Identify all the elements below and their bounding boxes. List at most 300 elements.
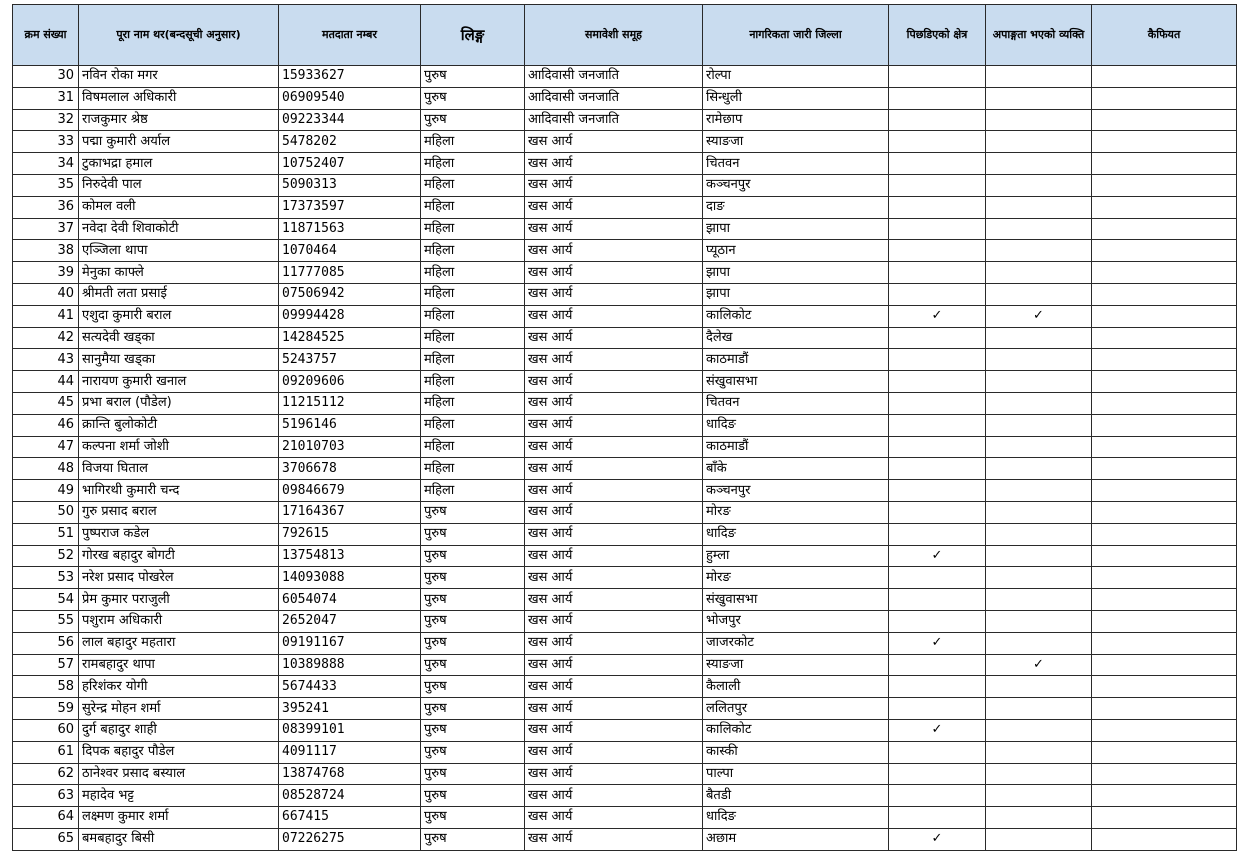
remarks-cell (1092, 371, 1237, 393)
voter-number-cell: 5196146 (279, 414, 421, 436)
voter-number-cell: 06909540 (279, 87, 421, 109)
gender-cell: महिला (421, 392, 525, 414)
district-cell: प्यूठान (703, 240, 889, 262)
voter-number-cell: 11871563 (279, 218, 421, 240)
district-cell: धादिङ (703, 414, 889, 436)
table-row (13, 523, 1237, 545)
serial-number-cell: 65 (13, 828, 79, 850)
inclusive-group-cell: खस आर्य (525, 807, 703, 829)
remarks-cell (1092, 610, 1237, 632)
gender-cell: महिला (421, 305, 525, 327)
backward-region-cell (889, 240, 986, 262)
remarks-cell (1092, 567, 1237, 589)
voter-number-cell: 6054074 (279, 589, 421, 611)
gender-cell: पुरुष (421, 589, 525, 611)
remarks-cell (1092, 458, 1237, 480)
disabled-person-cell (986, 501, 1092, 523)
serial-number-cell: 30 (13, 66, 79, 88)
serial-number-cell: 47 (13, 436, 79, 458)
table-row (13, 589, 1237, 611)
gender-cell: महिला (421, 218, 525, 240)
inclusive-group-cell: खस आर्य (525, 174, 703, 196)
voter-number-cell: 14284525 (279, 327, 421, 349)
serial-number-cell: 43 (13, 349, 79, 371)
disabled-person-cell (986, 109, 1092, 131)
name-cell: क्रान्ति बुलोकोटी (79, 414, 279, 436)
remarks-cell (1092, 66, 1237, 88)
name-cell: प्रेम कुमार पराजुली (79, 589, 279, 611)
name-cell: एशुदा कुमारी बराल (79, 305, 279, 327)
district-cell: रोल्पा (703, 66, 889, 88)
gender-cell: महिला (421, 458, 525, 480)
inclusive-group-cell: खस आर्य (525, 654, 703, 676)
serial-number-cell: 56 (13, 632, 79, 654)
serial-number-cell: 38 (13, 240, 79, 262)
table-row (13, 719, 1237, 741)
backward-region-cell (889, 327, 986, 349)
gender-cell: पुरुष (421, 828, 525, 850)
inclusive-group-cell: आदिवासी जनजाति (525, 66, 703, 88)
disabled-person-cell (986, 676, 1092, 698)
disabled-person-cell: ✓ (986, 654, 1092, 676)
name-cell: श्रीमती लता प्रसाई (79, 283, 279, 305)
gender-cell: पुरुष (421, 501, 525, 523)
header-backward-region: पिछडिएको क्षेत्र (889, 5, 986, 66)
backward-region-cell: ✓ (889, 828, 986, 850)
remarks-cell (1092, 523, 1237, 545)
remarks-cell (1092, 480, 1237, 502)
district-cell: कञ्चनपुर (703, 174, 889, 196)
table-row (13, 240, 1237, 262)
name-cell: पशुराम अधिकारी (79, 610, 279, 632)
inclusive-group-cell: खस आर्य (525, 785, 703, 807)
name-cell: नारायण कुमारी खनाल (79, 371, 279, 393)
serial-number-cell: 53 (13, 567, 79, 589)
table-row (13, 87, 1237, 109)
gender-cell: पुरुष (421, 87, 525, 109)
gender-cell: महिला (421, 174, 525, 196)
serial-number-cell: 58 (13, 676, 79, 698)
name-cell: निरुदेवी पाल (79, 174, 279, 196)
gender-cell: पुरुष (421, 545, 525, 567)
district-cell: बैतडी (703, 785, 889, 807)
table-row (13, 610, 1237, 632)
table-row (13, 654, 1237, 676)
inclusive-group-cell: खस आर्य (525, 283, 703, 305)
gender-cell: पुरुष (421, 654, 525, 676)
voter-number-cell: 792615 (279, 523, 421, 545)
voter-number-cell: 5090313 (279, 174, 421, 196)
serial-number-cell: 33 (13, 131, 79, 153)
remarks-cell (1092, 305, 1237, 327)
candidate-list-table (12, 4, 1237, 851)
disabled-person-cell (986, 392, 1092, 414)
inclusive-group-cell: खस आर्य (525, 676, 703, 698)
disabled-person-cell (986, 763, 1092, 785)
disabled-person-cell (986, 153, 1092, 175)
gender-cell: पुरुष (421, 763, 525, 785)
disabled-person-cell (986, 480, 1092, 502)
name-cell: लाल बहादुर महतारा (79, 632, 279, 654)
serial-number-cell: 36 (13, 196, 79, 218)
table-row (13, 392, 1237, 414)
gender-cell: पुरुष (421, 785, 525, 807)
voter-number-cell: 395241 (279, 698, 421, 720)
district-cell: काठमाडौं (703, 349, 889, 371)
name-cell: लक्ष्मण कुमार शर्मा (79, 807, 279, 829)
backward-region-cell (889, 523, 986, 545)
table-row (13, 676, 1237, 698)
table-row (13, 480, 1237, 502)
gender-cell: पुरुष (421, 741, 525, 763)
backward-region-cell (889, 262, 986, 284)
disabled-person-cell (986, 371, 1092, 393)
table-row (13, 741, 1237, 763)
remarks-cell (1092, 174, 1237, 196)
table-row (13, 305, 1237, 327)
remarks-cell (1092, 807, 1237, 829)
voter-number-cell: 2652047 (279, 610, 421, 632)
inclusive-group-cell: खस आर्य (525, 327, 703, 349)
remarks-cell (1092, 545, 1237, 567)
name-cell: गोरख बहादुर बोगटी (79, 545, 279, 567)
header-disabled-person: अपाङ्गता भएको व्यक्ति (986, 5, 1092, 66)
name-cell: मेनुका काफ्ले (79, 262, 279, 284)
inclusive-group-cell: खस आर्य (525, 480, 703, 502)
remarks-cell (1092, 131, 1237, 153)
voter-number-cell: 5674433 (279, 676, 421, 698)
remarks-cell (1092, 349, 1237, 371)
name-cell: बमबहादुर बिसी (79, 828, 279, 850)
remarks-cell (1092, 501, 1237, 523)
district-cell: धादिङ (703, 807, 889, 829)
remarks-cell (1092, 109, 1237, 131)
remarks-cell (1092, 436, 1237, 458)
backward-region-cell (889, 153, 986, 175)
remarks-cell (1092, 589, 1237, 611)
district-cell: दाङ (703, 196, 889, 218)
disabled-person-cell (986, 436, 1092, 458)
inclusive-group-cell: खस आर्य (525, 131, 703, 153)
serial-number-cell: 45 (13, 392, 79, 414)
district-cell: कैलाली (703, 676, 889, 698)
serial-number-cell: 40 (13, 283, 79, 305)
serial-number-cell: 35 (13, 174, 79, 196)
backward-region-cell: ✓ (889, 632, 986, 654)
remarks-cell (1092, 283, 1237, 305)
name-cell: पद्मा कुमारी अर्याल (79, 131, 279, 153)
district-cell: रामेछाप (703, 109, 889, 131)
inclusive-group-cell: खस आर्य (525, 153, 703, 175)
gender-cell: महिला (421, 283, 525, 305)
serial-number-cell: 63 (13, 785, 79, 807)
remarks-cell (1092, 719, 1237, 741)
inclusive-group-cell: खस आर्य (525, 719, 703, 741)
gender-cell: महिला (421, 196, 525, 218)
inclusive-group-cell: आदिवासी जनजाति (525, 87, 703, 109)
district-cell: काठमाडौं (703, 436, 889, 458)
serial-number-cell: 54 (13, 589, 79, 611)
inclusive-group-cell: खस आर्य (525, 414, 703, 436)
gender-cell: पुरुष (421, 567, 525, 589)
inclusive-group-cell: खस आर्य (525, 567, 703, 589)
table-row (13, 153, 1237, 175)
voter-number-cell: 3706678 (279, 458, 421, 480)
gender-cell: पुरुष (421, 632, 525, 654)
remarks-cell (1092, 327, 1237, 349)
disabled-person-cell (986, 283, 1092, 305)
name-cell: नरेश प्रसाद पोखरेल (79, 567, 279, 589)
voter-number-cell: 13754813 (279, 545, 421, 567)
district-cell: धादिङ (703, 523, 889, 545)
voter-number-cell: 5243757 (279, 349, 421, 371)
table-row (13, 807, 1237, 829)
district-cell: स्याङजा (703, 654, 889, 676)
gender-cell: महिला (421, 240, 525, 262)
disabled-person-cell (986, 545, 1092, 567)
name-cell: नवेदा देवी शिवाकोटी (79, 218, 279, 240)
backward-region-cell (889, 218, 986, 240)
backward-region-cell (889, 349, 986, 371)
header-inclusive-group: समावेशी समूह (525, 5, 703, 66)
voter-number-cell: 1070464 (279, 240, 421, 262)
backward-region-cell (889, 174, 986, 196)
name-cell: कोमल वली (79, 196, 279, 218)
remarks-cell (1092, 240, 1237, 262)
voter-number-cell: 667415 (279, 807, 421, 829)
remarks-cell (1092, 632, 1237, 654)
name-cell: कल्पना शर्मा जोशी (79, 436, 279, 458)
inclusive-group-cell: खस आर्य (525, 523, 703, 545)
district-cell: स्याङजा (703, 131, 889, 153)
table-row (13, 567, 1237, 589)
backward-region-cell: ✓ (889, 545, 986, 567)
gender-cell: पुरुष (421, 719, 525, 741)
backward-region-cell (889, 763, 986, 785)
backward-region-cell (889, 196, 986, 218)
inclusive-group-cell: आदिवासी जनजाति (525, 109, 703, 131)
inclusive-group-cell: खस आर्य (525, 371, 703, 393)
serial-number-cell: 50 (13, 501, 79, 523)
backward-region-cell (889, 654, 986, 676)
gender-cell: पुरुष (421, 807, 525, 829)
gender-cell: पुरुष (421, 610, 525, 632)
disabled-person-cell (986, 719, 1092, 741)
voter-number-cell: 08399101 (279, 719, 421, 741)
disabled-person-cell (986, 567, 1092, 589)
name-cell: विषमलाल अधिकारी (79, 87, 279, 109)
serial-number-cell: 32 (13, 109, 79, 131)
remarks-cell (1092, 828, 1237, 850)
gender-cell: पुरुष (421, 109, 525, 131)
district-cell: झापा (703, 283, 889, 305)
gender-cell: पुरुष (421, 676, 525, 698)
table-row (13, 545, 1237, 567)
serial-number-cell: 61 (13, 741, 79, 763)
voter-number-cell: 5478202 (279, 131, 421, 153)
district-cell: कालिकोट (703, 719, 889, 741)
table-row (13, 698, 1237, 720)
disabled-person-cell (986, 589, 1092, 611)
table-row (13, 109, 1237, 131)
table-row (13, 371, 1237, 393)
disabled-person-cell (986, 741, 1092, 763)
backward-region-cell: ✓ (889, 305, 986, 327)
disabled-person-cell (986, 131, 1092, 153)
backward-region-cell (889, 480, 986, 502)
inclusive-group-cell: खस आर्य (525, 698, 703, 720)
inclusive-group-cell: खस आर्य (525, 610, 703, 632)
district-cell: भोजपुर (703, 610, 889, 632)
disabled-person-cell (986, 698, 1092, 720)
remarks-cell (1092, 196, 1237, 218)
serial-number-cell: 34 (13, 153, 79, 175)
table-row (13, 414, 1237, 436)
table-row (13, 828, 1237, 850)
remarks-cell (1092, 654, 1237, 676)
district-cell: कास्की (703, 741, 889, 763)
gender-cell: महिला (421, 131, 525, 153)
gender-cell: पुरुष (421, 523, 525, 545)
voter-number-cell: 11215112 (279, 392, 421, 414)
voter-number-cell: 09994428 (279, 305, 421, 327)
inclusive-group-cell: खस आर्य (525, 501, 703, 523)
backward-region-cell (889, 371, 986, 393)
backward-region-cell (889, 131, 986, 153)
table-row (13, 763, 1237, 785)
voter-number-cell: 07506942 (279, 283, 421, 305)
header-serial-number: क्रम संख्या (13, 5, 79, 66)
backward-region-cell (889, 741, 986, 763)
voter-number-cell: 09209606 (279, 371, 421, 393)
disabled-person-cell (986, 458, 1092, 480)
table-row (13, 283, 1237, 305)
inclusive-group-cell: खस आर्य (525, 218, 703, 240)
serial-number-cell: 42 (13, 327, 79, 349)
header-row (13, 5, 1237, 66)
remarks-cell (1092, 218, 1237, 240)
voter-number-cell: 09191167 (279, 632, 421, 654)
name-cell: सत्यदेवी खड्का (79, 327, 279, 349)
district-cell: सिन्धुली (703, 87, 889, 109)
serial-number-cell: 49 (13, 480, 79, 502)
table-row (13, 501, 1237, 523)
table-row (13, 632, 1237, 654)
disabled-person-cell (986, 785, 1092, 807)
district-cell: दैलेख (703, 327, 889, 349)
inclusive-group-cell: खस आर्य (525, 589, 703, 611)
remarks-cell (1092, 392, 1237, 414)
remarks-cell (1092, 87, 1237, 109)
table-row (13, 218, 1237, 240)
voter-number-cell: 13874768 (279, 763, 421, 785)
inclusive-group-cell: खस आर्य (525, 458, 703, 480)
serial-number-cell: 62 (13, 763, 79, 785)
backward-region-cell (889, 414, 986, 436)
voter-number-cell: 09223344 (279, 109, 421, 131)
serial-number-cell: 48 (13, 458, 79, 480)
district-cell: चितवन (703, 153, 889, 175)
district-cell: जाजरकोट (703, 632, 889, 654)
name-cell: रामबहादुर थापा (79, 654, 279, 676)
gender-cell: महिला (421, 371, 525, 393)
district-cell: झापा (703, 218, 889, 240)
voter-number-cell: 10752407 (279, 153, 421, 175)
remarks-cell (1092, 741, 1237, 763)
table-row (13, 131, 1237, 153)
table-row (13, 349, 1237, 371)
disabled-person-cell (986, 196, 1092, 218)
name-cell: टुकाभद्रा हमाल (79, 153, 279, 175)
district-cell: कालिकोट (703, 305, 889, 327)
voter-number-cell: 11777085 (279, 262, 421, 284)
name-cell: प्रभा बराल (पौडेल) (79, 392, 279, 414)
disabled-person-cell (986, 327, 1092, 349)
remarks-cell (1092, 698, 1237, 720)
disabled-person-cell (986, 610, 1092, 632)
gender-cell: महिला (421, 414, 525, 436)
gender-cell: महिला (421, 262, 525, 284)
table-row (13, 174, 1237, 196)
backward-region-cell: ✓ (889, 719, 986, 741)
district-cell: अछाम (703, 828, 889, 850)
gender-cell: महिला (421, 349, 525, 371)
voter-number-cell: 17373597 (279, 196, 421, 218)
district-cell: संखुवासभा (703, 371, 889, 393)
district-cell: संखुवासभा (703, 589, 889, 611)
serial-number-cell: 51 (13, 523, 79, 545)
backward-region-cell (889, 436, 986, 458)
serial-number-cell: 31 (13, 87, 79, 109)
disabled-person-cell (986, 262, 1092, 284)
voter-number-cell: 08528724 (279, 785, 421, 807)
serial-number-cell: 60 (13, 719, 79, 741)
serial-number-cell: 57 (13, 654, 79, 676)
table-row (13, 66, 1237, 88)
district-cell: झापा (703, 262, 889, 284)
serial-number-cell: 59 (13, 698, 79, 720)
name-cell: हरिशंकर योगी (79, 676, 279, 698)
serial-number-cell: 37 (13, 218, 79, 240)
remarks-cell (1092, 676, 1237, 698)
disabled-person-cell: ✓ (986, 305, 1092, 327)
name-cell: महादेव भट्ट (79, 785, 279, 807)
backward-region-cell (889, 567, 986, 589)
disabled-person-cell (986, 632, 1092, 654)
backward-region-cell (889, 392, 986, 414)
backward-region-cell (889, 87, 986, 109)
table-row (13, 458, 1237, 480)
header-voter-number: मतदाता नम्बर (279, 5, 421, 66)
backward-region-cell (889, 501, 986, 523)
table-row (13, 785, 1237, 807)
name-cell: विजया घिताल (79, 458, 279, 480)
remarks-cell (1092, 785, 1237, 807)
name-cell: पुष्पराज कडेल (79, 523, 279, 545)
inclusive-group-cell: खस आर्य (525, 828, 703, 850)
disabled-person-cell (986, 807, 1092, 829)
voter-number-cell: 07226275 (279, 828, 421, 850)
backward-region-cell (889, 109, 986, 131)
name-cell: नविन रोका मगर (79, 66, 279, 88)
table-row (13, 436, 1237, 458)
inclusive-group-cell: खस आर्य (525, 741, 703, 763)
backward-region-cell (889, 698, 986, 720)
inclusive-group-cell: खस आर्य (525, 349, 703, 371)
table-row (13, 327, 1237, 349)
header-gender: लिङ्ग (421, 5, 525, 66)
serial-number-cell: 55 (13, 610, 79, 632)
